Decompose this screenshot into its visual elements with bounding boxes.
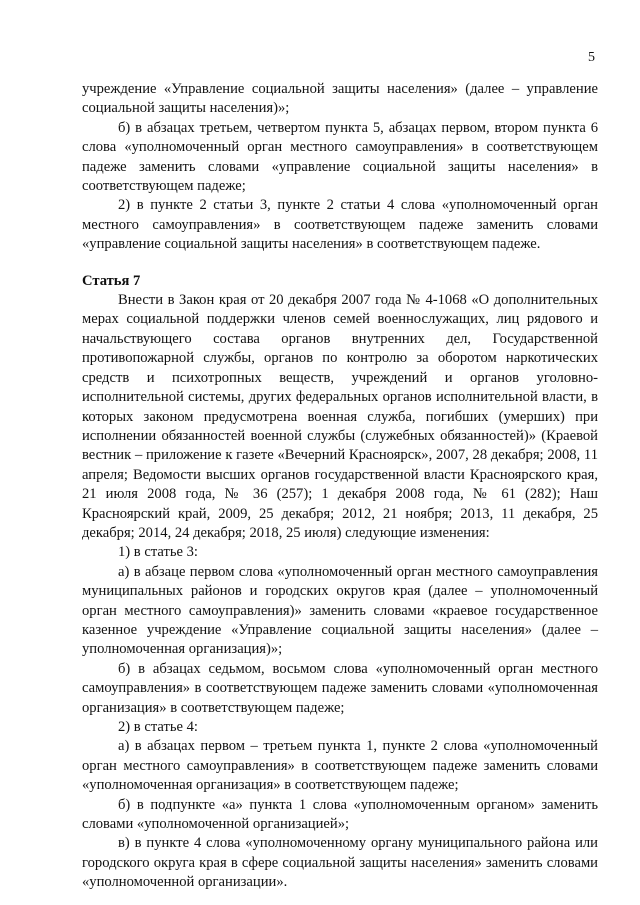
- list-item: б) в подпункте «а» пункта 1 слова «уполномоченным органом» заменить словами «уполномоченной организацией»;: [82, 796, 598, 833]
- list-item: в) в пункте 4 слова «уполномоченному органу муниципального района или городского округа края в сфере социальной защиты населения» заменить словами «уполномоченной организации».: [82, 835, 598, 891]
- list-item: а) в абзаце первом слова «уполномоченный орган местного самоуправления муниципальных районов и городских округов края (далее – уполномоченный орган местного самоуправления)» заменить словами «краевое государственное казенное учреждение «Управление социальной защиты населения» (далее – уполномоченная организация)»;: [82, 563, 598, 658]
- paragraph-continuation: учреждение «Управление социальной защиты населения» (далее – управление социальной защиты населения)»;: [82, 81, 598, 117]
- paragraph: б) в абзацах третьем, четвертом пункта 5, абзацах первом, втором пункта 6 слова «уполномоченный орган местного самоуправления» в соответствующем падеже заменить словами «управление социальной защиты населения» в соответствующем падеже;: [82, 119, 598, 195]
- paragraph: 2) в пункте 2 статьи 3, пункте 2 статьи 4 слова «уполномоченный орган местного самоуправления» в соответствующем падеже заменить словами «управление социальной защиты населения» в соответствующем падеже.: [82, 197, 598, 253]
- page-number: 5: [588, 50, 595, 65]
- paragraph: Внести в Закон края от 20 декабря 2007 года № 4-1068 «О дополнительных мерах социальной поддержки членов семей военнослужащих, лиц рядового и начальствующего состава органов внутренних дел, Государственной противопожарной службы, органов по контролю за оборотом наркотических средств и психотропных веществ, учреждений и органов уголовно-исполнительной системы, других федеральных органов исполнительной власти, в которых законом предусмотрена военная служба, погибших (умерших) при исполнении обязанностей военной службы (служебных обязанностей)» (Краевой вестник – приложение к газете «Вечерний Красноярск», 2007, 28 декабря; 2008, 11 апреля; Ведомости высших органов государственной власти Красноярского края, 21 июля 2008 года, № 36 (257); 1 декабря 2008 года, № 61 (282); Наш Красноярский край, 2009, 25 декабря; 2012, 21 ноября; 2013, 11 декабря, 25 декабря; 2014, 24 декабря; 2018, 25 июля) следующие изменения:: [82, 292, 598, 541]
- list-item: б) в абзацах седьмом, восьмом слова «уполномоченный орган местного самоуправления» в соответствующем падеже заменить словами «уполномоченная организация» в соответствующем падеже;: [82, 660, 598, 716]
- article-heading: Статья 7: [82, 272, 141, 289]
- list-item: 2) в статье 4:: [118, 719, 198, 735]
- list-item: 1) в статье 3:: [118, 544, 198, 561]
- document-body: [82, 80, 598, 893]
- list-item: а) в абзацах первом – третьем пункта 1, пункте 2 слова «уполномоченный орган местного самоуправления» в соответствующем падеже заменить словами «уполномоченная организация» в соответствующем падеже;: [82, 738, 598, 794]
